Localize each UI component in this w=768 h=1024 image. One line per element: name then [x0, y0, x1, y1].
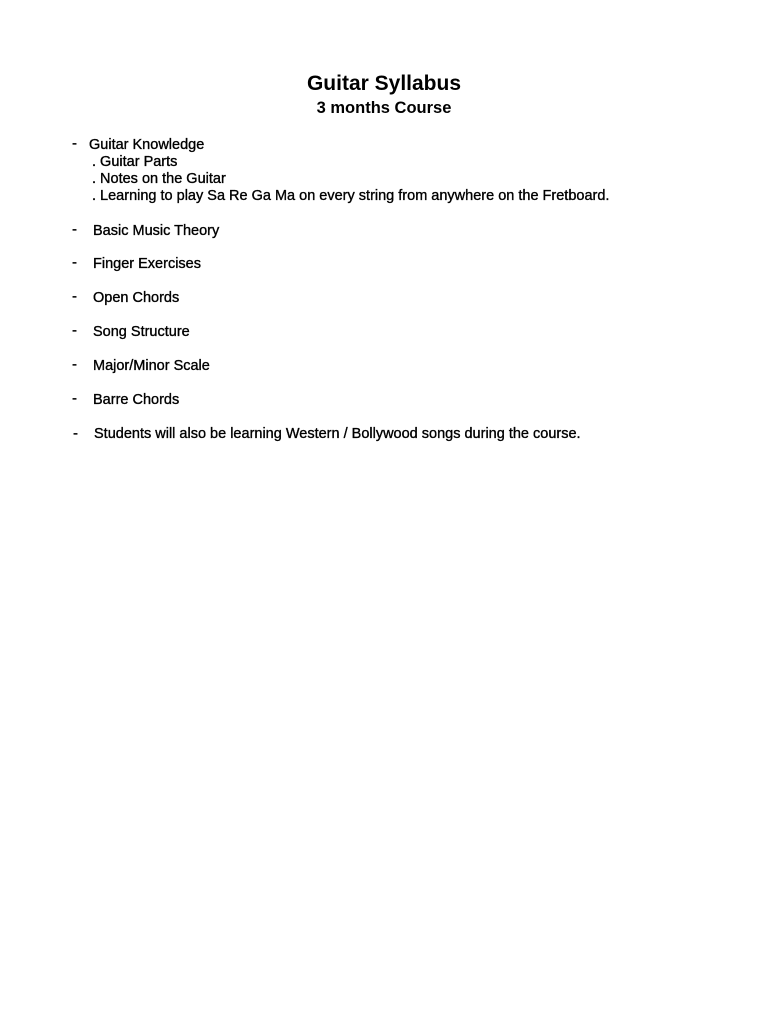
bullet-dash: -	[72, 322, 77, 339]
topic-open-chords: Open Chords	[93, 290, 180, 306]
document-subtitle: 3 months Course	[316, 99, 452, 117]
subtopic-notes-on-guitar: . Notes on the Guitar	[92, 171, 226, 187]
subtopic-guitar-parts: . Guitar Parts	[92, 154, 178, 170]
bullet-dash: -	[72, 288, 77, 305]
bullet-dash: -	[72, 390, 77, 407]
topic-basic-music-theory: Basic Music Theory	[93, 223, 220, 239]
topic-barre-chords: Barre Chords	[93, 392, 180, 408]
document-title: Guitar Syllabus	[306, 72, 462, 95]
bullet-dash: -	[72, 356, 77, 373]
topic-songs-note: Students will also be learning Western / Bollywood songs during the course.	[94, 426, 581, 442]
bullet-dash: -	[73, 425, 78, 442]
topic-guitar-knowledge: Guitar Knowledge	[89, 137, 205, 153]
subtopic-sa-re-ga-ma: . Learning to play Sa Re Ga Ma on every string from anywhere on the Fretboard.	[92, 188, 610, 204]
topic-finger-exercises: Finger Exercises	[93, 256, 201, 272]
topic-major-minor-scale: Major/Minor Scale	[93, 358, 210, 374]
topic-song-structure: Song Structure	[93, 324, 190, 340]
bullet-dash: -	[72, 135, 77, 152]
bullet-dash: -	[72, 221, 77, 238]
bullet-dash: -	[72, 254, 77, 271]
